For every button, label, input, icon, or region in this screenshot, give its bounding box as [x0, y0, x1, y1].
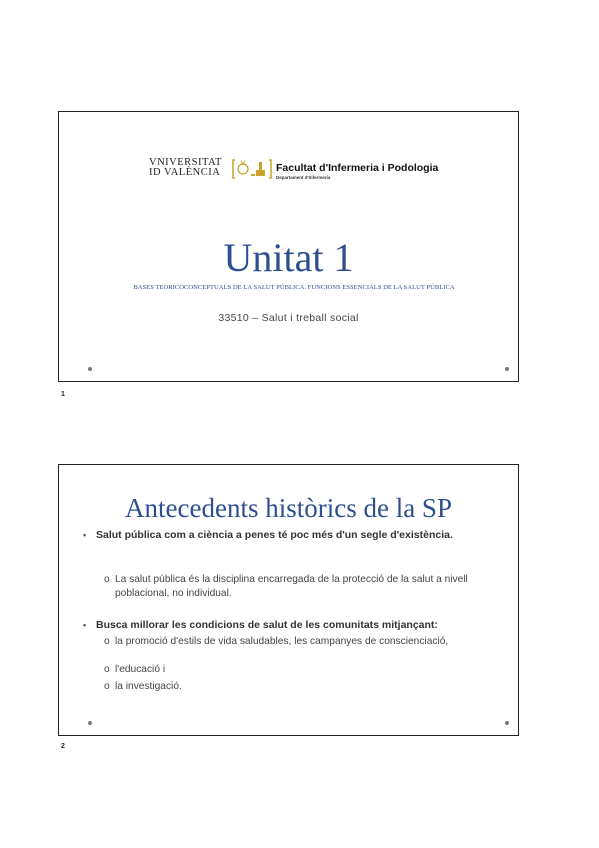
faculty-name: Facultat d'Infermeria i Podologia — [276, 162, 439, 174]
corner-dot-right — [505, 721, 509, 725]
sub-bullet-text: la promoció d'estils de vida saludables, les campanyes de conscienciació, — [115, 636, 449, 647]
sub-bullet-text: la investigació. — [115, 681, 182, 692]
slide-1 — [58, 111, 519, 382]
bullet-text: Busca millorar les condicions de salut de les comunitats mitjançant: — [96, 619, 438, 631]
sub-bullet-text: l'educació i — [115, 664, 166, 675]
bullet-item — [83, 529, 483, 543]
slide-2 — [58, 464, 519, 736]
department-name: Departament d'Infermeria — [276, 175, 331, 180]
slide-title: Unitat 1 — [223, 235, 354, 280]
bullet-text: Salut pública com a ciència a penes té poc més d'un segle d'existència. — [96, 529, 453, 541]
slide-subtitle: BASES TEORICOCONCEPTUALS DE LA SALUT PÚBLICA. FUNCIONS ESSENCIALS DE LA SALUT PÚBLICA — [133, 284, 455, 291]
corner-dot-left — [88, 367, 92, 371]
university-seal-icon — [232, 158, 272, 180]
sub-bullet-item — [104, 663, 504, 677]
slide-title: Antecedents històrics de la SP — [125, 493, 452, 523]
circle-bullet-icon: o — [104, 636, 110, 647]
circle-bullet-icon: o — [104, 574, 110, 585]
university-name — [149, 157, 222, 178]
sub-bullet-text: La salut pública és la disciplina encarregada de la protecció de la salut a nivell poblacional, no individual. — [115, 574, 468, 599]
bullet-icon: • — [83, 530, 87, 540]
university-name-line1: VNIVERSITAT — [149, 157, 222, 168]
slide-number: 2 — [61, 743, 65, 750]
circle-bullet-icon: o — [104, 664, 110, 675]
sub-bullet-item — [104, 680, 504, 694]
course-label: 33510 – Salut i treball social — [218, 312, 359, 324]
bullet-item — [83, 619, 483, 633]
sub-bullet-item — [104, 573, 504, 600]
university-logo — [149, 158, 459, 186]
university-name-line2: ID VALÈNCIA — [149, 167, 221, 178]
bullet-icon: • — [83, 620, 87, 630]
corner-dot-left — [88, 721, 92, 725]
slide-number: 1 — [61, 391, 65, 398]
corner-dot-right — [505, 367, 509, 371]
sub-bullet-item — [104, 635, 504, 649]
circle-bullet-icon: o — [104, 681, 110, 692]
